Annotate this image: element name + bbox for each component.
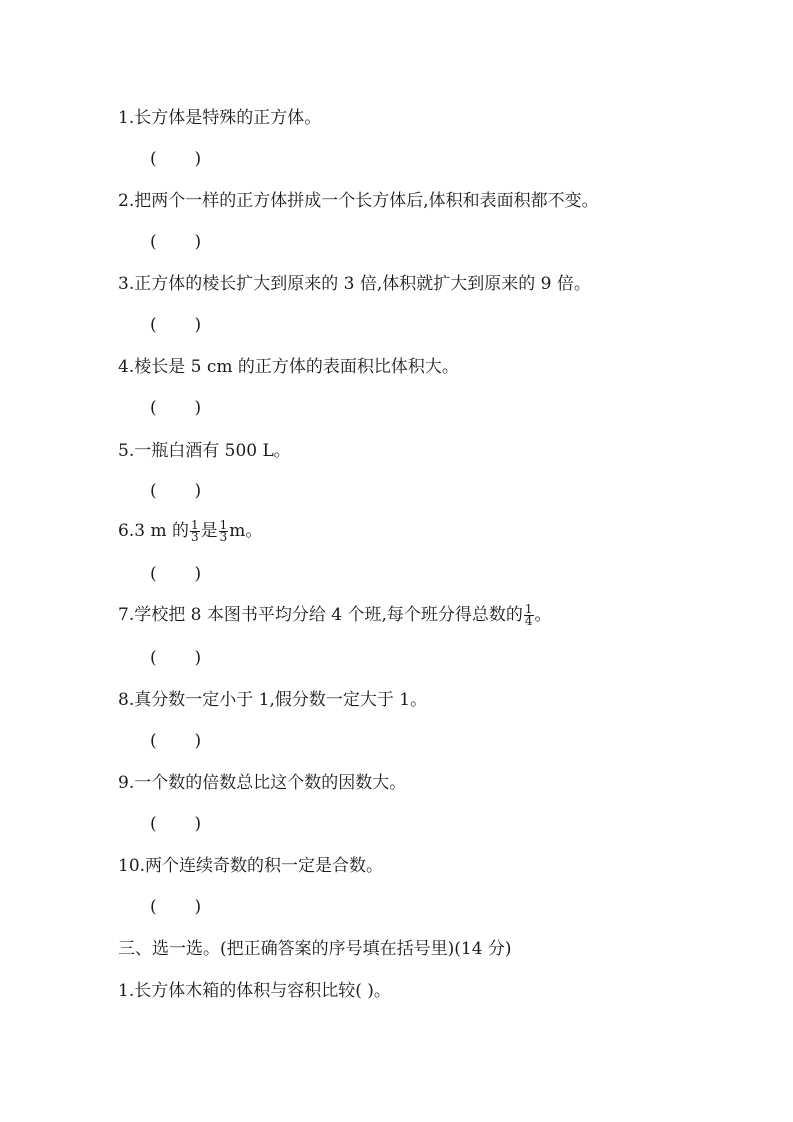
question-2: 2.把两个一样的正方体拼成一个长方体后,体积和表面积都不变。 (118, 191, 599, 211)
fraction-one-third-b: $\frac{1}{3}$ (219, 518, 228, 544)
answer-blank-8[interactable]: ( ) (150, 731, 202, 751)
answer-blank-9[interactable]: ( ) (150, 814, 202, 834)
question-6: 6.3 m 的 $\frac{1}{3}$ 是 $\frac{1}{3}$ m。 (118, 518, 263, 544)
question-10: 10.两个连续奇数的积一定是合数。 (118, 856, 384, 876)
question-3: 3.正方体的棱长扩大到原来的 3 倍,体积就扩大到原来的 9 倍。 (118, 274, 591, 294)
answer-blank-2[interactable]: ( ) (150, 232, 202, 252)
fraction-one-fourth: $\frac{1}{4}$ (524, 602, 533, 628)
choice-question-1: 1.长方体木箱的体积与容积比较( )。 (118, 981, 391, 1001)
answer-blank-1[interactable]: ( ) (150, 149, 202, 169)
answer-blank-4[interactable]: ( ) (150, 398, 202, 418)
answer-blank-3[interactable]: ( ) (150, 315, 202, 335)
answer-blank-6[interactable]: ( ) (150, 564, 202, 584)
question-9: 9.一个数的倍数总比这个数的因数大。 (118, 773, 407, 793)
question-5: 5.一瓶白酒有 500 L。 (118, 441, 291, 461)
question-4: 4.棱长是 5 cm 的正方体的表面积比体积大。 (118, 357, 459, 377)
question-8: 8.真分数一定小于 1,假分数一定大于 1。 (118, 690, 428, 710)
question-7: 7.学校把 8 本图书平均分给 4 个班,每个班分得总数的 $\frac{1}{4}$ 。 (118, 602, 552, 628)
fraction-one-third-a: $\frac{1}{3}$ (190, 518, 199, 544)
section-3-heading: 三、选一选。(把正确答案的序号填在括号里)(14 分) (118, 939, 512, 959)
answer-blank-10[interactable]: ( ) (150, 897, 202, 917)
answer-blank-7[interactable]: ( ) (150, 648, 202, 668)
answer-blank-5[interactable]: ( ) (150, 481, 202, 501)
question-1: 1.长方体是特殊的正方体。 (118, 108, 322, 128)
